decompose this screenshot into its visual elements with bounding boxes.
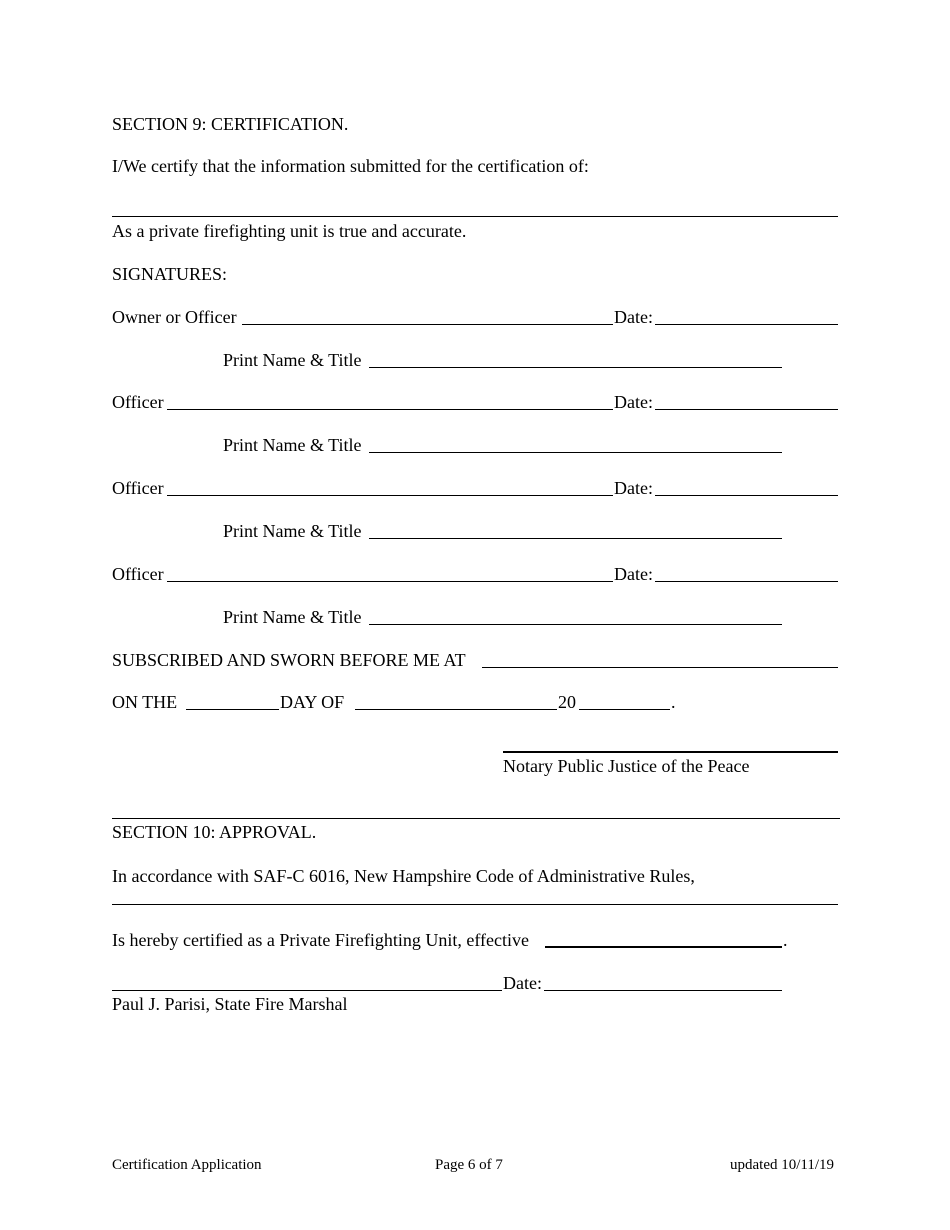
officer-signature-line[interactable] (167, 409, 613, 410)
sworn-location-line[interactable] (482, 667, 838, 668)
section9-heading: SECTION 9: CERTIFICATION. (112, 114, 349, 134)
print-name-label: Print Name & Title (223, 435, 362, 455)
approved-unit-line[interactable] (112, 904, 838, 905)
footer-page-number: Page 6 of 7 (435, 1157, 503, 1173)
officer-print-name-line[interactable] (369, 452, 782, 453)
section-divider (112, 818, 840, 819)
date-label: Date: (503, 973, 542, 993)
notary-caption: Notary Public Justice of the Peace (503, 756, 750, 776)
date-label: Date: (614, 392, 653, 412)
officer-date-line[interactable] (655, 409, 838, 410)
print-name-label: Print Name & Title (223, 350, 362, 370)
marshal-date-line[interactable] (544, 990, 782, 991)
signatures-label: SIGNATURES: (112, 264, 228, 284)
year-period: . (671, 692, 676, 712)
certification-statement: As a private firefighting unit is true and accurate. (112, 221, 467, 241)
date-label: Date: (614, 564, 653, 584)
print-name-label: Print Name & Title (223, 607, 362, 627)
day-of-label: DAY OF (280, 692, 345, 712)
officer-date-line[interactable] (655, 581, 838, 582)
certified-period: . (783, 930, 788, 950)
effective-date-line[interactable] (545, 946, 782, 948)
footer-updated: updated 10/11/19 (730, 1157, 835, 1173)
section10-heading: SECTION 10: APPROVAL. (112, 822, 317, 842)
owner-date-line[interactable] (655, 324, 838, 325)
officer-signature-line[interactable] (167, 495, 613, 496)
on-the-label: ON THE (112, 692, 178, 712)
certified-text: Is hereby certified as a Private Firefighting Unit, effective (112, 930, 530, 950)
owner-print-name-line[interactable] (369, 367, 782, 368)
officer-label: Officer (112, 478, 164, 498)
owner-officer-label: Owner or Officer (112, 307, 237, 327)
accordance-text: In accordance with SAF-C 6016, New Hampshire Code of Administrative Rules, (112, 866, 695, 886)
notary-signature-line[interactable] (503, 751, 838, 753)
officer-print-name-line[interactable] (369, 538, 782, 539)
date-label: Date: (614, 478, 653, 498)
officer-print-name-line[interactable] (369, 624, 782, 625)
year-line[interactable] (579, 709, 670, 710)
month-line[interactable] (355, 709, 557, 710)
marshal-signature-line[interactable] (112, 990, 502, 991)
day-line[interactable] (186, 709, 279, 710)
subscribed-label: SUBSCRIBED AND SWORN BEFORE ME AT (112, 650, 466, 670)
footer-left: Certification Application (112, 1157, 262, 1173)
owner-signature-line[interactable] (242, 324, 613, 325)
officer-signature-line[interactable] (167, 581, 613, 582)
unit-name-line[interactable] (112, 216, 838, 217)
marshal-name: Paul J. Parisi, State Fire Marshal (112, 994, 348, 1014)
certification-intro: I/We certify that the information submitted for the certification of: (112, 156, 589, 176)
date-label: Date: (614, 307, 653, 327)
year-prefix: 20 (558, 692, 576, 712)
officer-label: Officer (112, 564, 164, 584)
print-name-label: Print Name & Title (223, 521, 362, 541)
officer-label: Officer (112, 392, 164, 412)
officer-date-line[interactable] (655, 495, 838, 496)
